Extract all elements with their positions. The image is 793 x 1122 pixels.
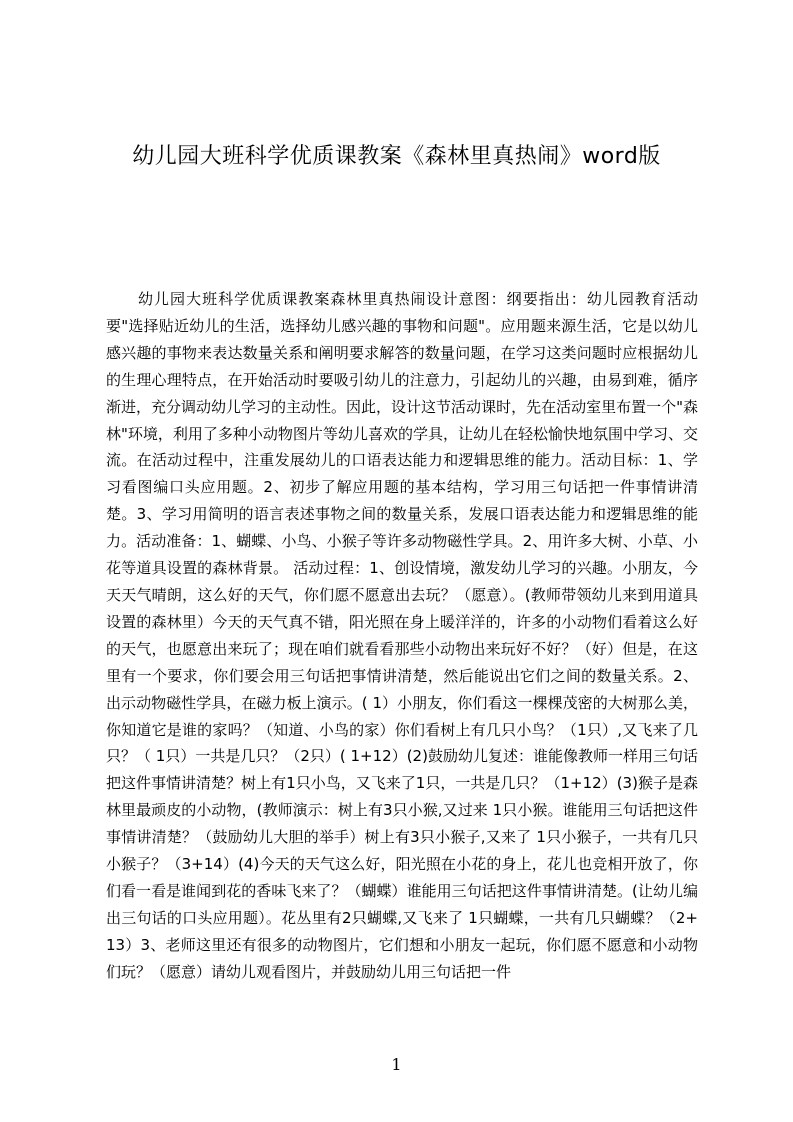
page-number: 1 bbox=[391, 1055, 402, 1074]
document-body-paragraph: 幼儿园大班科学优质课教案森林里真热闹设计意图：纲要指出：幼儿园教育活动要"选择贴近幼儿的生活，选择幼儿感兴趣的事物和问题"。应用题来源生活，它是以幼儿感兴趣的事物来表达数量关系和阐明要求解答的数量问题，在学习这类问题时应根据幼儿的生理心理特点，在开始活动时要吸引幼儿的注意力，引起幼儿的兴趣，由易到难，循序渐进，充分调动幼儿学习的主动性。因此，设计这节活动课时，先在活动室里布置一个"森林"环境，利用了多种小动物图片等幼儿喜欢的学具，让幼儿在轻松愉快地氛围中学习、交流。在活动过程中，注重发展幼儿的口语表达能力和逻辑思维的能力。活动目标：1、学习看图编口头应用题。2、初步了解应用题的基本结构，学习用三句话把一件事情讲清楚。3、学习用简明的语言表述事物之间的数量关系，发展口语表达能力和逻辑思维的能力。活动准备：1、蝴蝶、小鸟、小猴子等许多动物磁性学具。2、用许多大树、小草、小花等道具设置的森林背景。 活动过程：1、创设情境，激发幼儿学习的兴趣。小朋友，今天天气晴朗，这么好的天气，你们愿不愿意出去玩？（愿意）。(教师带领幼儿来到用道具设置的森林里）今天的天气真不错，阳光照在身上暖洋洋的，许多的小动物们看着这么好的天气，也愿意出来玩了；现在咱们就看看那些小动物出来玩好不好？（好）但是，在这里有一个要求，你们要会用三句话把事情讲清楚，然后能说出它们之间的数量关系。2、出示动物磁性学具，在磁力板上演示。( 1）小朋友，你们看这一棵棵茂密的大树那么美，你知道它是谁的家吗？（知道、小鸟的家）你们看树上有几只小鸟？（1只）,又飞来了几只？（ 1只）一共是几只？（2只）( 1+12）(2)鼓励幼儿复述：谁能像教师一样用三句话把这件事情讲清楚？树上有1只小鸟，又飞来了1只，一共是几只？（1+12）(3)猴子是森林里最顽皮的小动物，(教师演示：树上有3只小猴,又过来 1只小猴。谁能用三句话把这件事情讲清楚？（鼓励幼儿大胆的举手）树上有3只小猴子,又来了 1只小猴子，一共有几只小猴子？（3+14）(4)今天的天气这么好，阳光照在小花的身上，花儿也竞相开放了，你们看一看是谁闻到花的香味飞来了？（蝴蝶）谁能用三句话把这件事情讲清楚。(让幼儿编出三句话的口头应用题）。花丛里有2只蝴蝶,又飞来了 1只蝴蝶，一共有几只蝴蝶？（2+13）3、老师这里还有很多的动物图片，它们想和小朋友一起玩，你们愿不愿意和小动物们玩？（愿意）请幼儿观看图片，并鼓励幼儿用三句话把一件 bbox=[106, 290, 698, 981]
document-title: 幼儿园大班科学优质课教案《森林里真热闹》word版 bbox=[132, 144, 661, 169]
